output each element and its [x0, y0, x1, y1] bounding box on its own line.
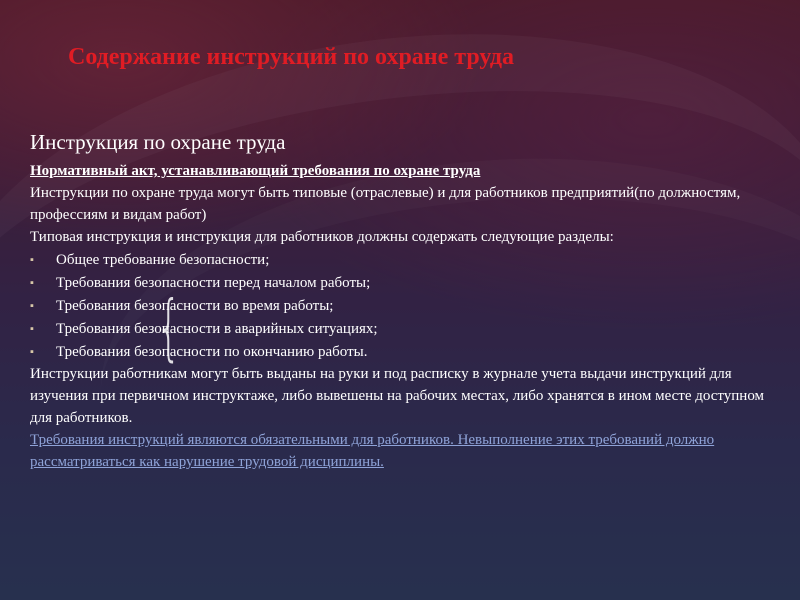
list-item	[30, 272, 775, 294]
sections-intro: Типовая инструкция и инструкция для работников должны содержать следующие разделы:	[30, 229, 614, 245]
sections-list	[30, 249, 775, 363]
bullet-icon: ▪	[30, 346, 34, 358]
list-item-label: Требования безопасности во время работы;	[56, 298, 334, 314]
list-item	[30, 341, 775, 363]
brace-decoration: {	[156, 285, 182, 369]
list-item-label: Общее требование безопасности;	[56, 252, 270, 268]
slide-title: Содержание инструкций по охране труда	[68, 44, 515, 70]
definition-text: Нормативный акт, устанавливающий требования по охране труда	[30, 163, 481, 179]
types-paragraph: Инструкции по охране труда могут быть типовые (отраслевые) и для работников предприятий(по должностям, профессиям и видам работ)	[30, 185, 741, 223]
issue-paragraph: Инструкции работникам могут быть выданы на руки и под расписку в журнале учета выдачи инструкций для изучения при первичном инструктаже, либо вывешены на рабочих местах, либо хранятся в ином месте доступном для работников.	[30, 366, 765, 426]
bullet-icon: ▪	[30, 323, 34, 335]
list-item-label: Требования безопасности перед началом работы;	[56, 275, 371, 291]
discipline-link[interactable]: Требования инструкций являются обязательными для работников. Невыполнение этих требований должно рассматриваться как нарушение трудовой дисциплины.	[30, 432, 715, 470]
list-item	[30, 318, 775, 340]
list-item-label: Требования безопасности по окончанию работы.	[56, 344, 368, 360]
slide-content	[30, 128, 775, 473]
bullet-icon: ▪	[30, 300, 34, 312]
list-item	[30, 295, 775, 317]
subheading: Инструкция по охране труда	[30, 130, 286, 154]
list-item-label: Требования безопасности в аварийных ситуациях;	[56, 321, 378, 337]
bullet-icon: ▪	[30, 254, 34, 266]
bullet-icon: ▪	[30, 277, 34, 289]
list-item	[30, 249, 775, 271]
